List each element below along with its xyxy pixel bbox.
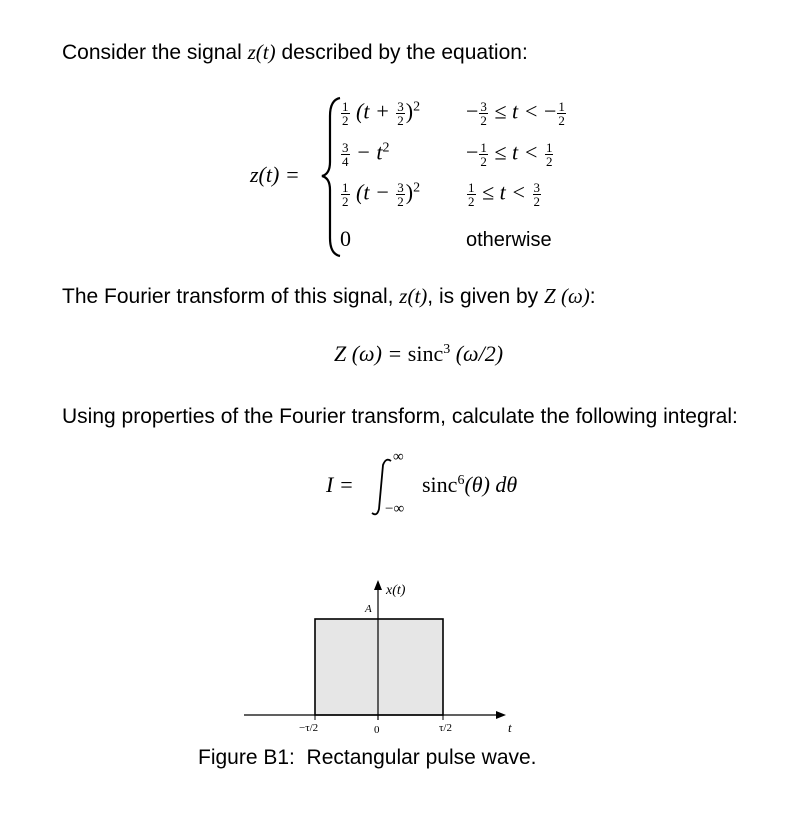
case2-hi-den: 2 bbox=[545, 154, 553, 169]
question-text: Using properties of the Fourier transform, calculate the following integral: bbox=[62, 405, 738, 428]
tick-right-label: τ/2 bbox=[439, 722, 452, 734]
case2-lo-sign: − bbox=[466, 139, 479, 165]
case3-power: 2 bbox=[413, 180, 421, 196]
ft-func: Z (ω) bbox=[544, 284, 590, 308]
case2-mid: ≤ t < bbox=[494, 139, 539, 165]
eq2-arg: (ω/2) bbox=[455, 341, 504, 366]
integral-lower: −∞ bbox=[385, 501, 405, 517]
case2-lo-den: 2 bbox=[480, 154, 487, 169]
case1-coef-den: 2 bbox=[342, 113, 349, 128]
eq2-fn: sinc bbox=[407, 341, 444, 366]
case3-frac-num: 3 bbox=[397, 180, 404, 195]
case1-frac-den: 2 bbox=[397, 113, 404, 128]
case1-expr-suffix: ) bbox=[405, 98, 414, 124]
case1-lo-sign: − bbox=[466, 98, 479, 124]
eq2-power: 3 bbox=[443, 342, 451, 357]
eq3-power: 6 bbox=[457, 473, 465, 488]
ft-middle: , is given by bbox=[427, 285, 545, 308]
case2-rest: − t bbox=[356, 139, 383, 165]
tick-zero-label: 0 bbox=[374, 724, 380, 736]
case3-expr-prefix: (t − bbox=[356, 179, 390, 205]
case3-lo-num: 1 bbox=[468, 180, 475, 195]
case3-lo-den: 2 bbox=[468, 194, 475, 209]
case1-frac-num: 3 bbox=[397, 99, 404, 114]
case1-expr-prefix: (t + bbox=[356, 98, 390, 124]
intro-var: z(t) bbox=[247, 40, 276, 64]
tick-left-label: −τ/2 bbox=[299, 722, 319, 734]
piecewise-lhs: z(t) = bbox=[250, 162, 300, 187]
case2-power: 2 bbox=[382, 140, 390, 156]
case2-lo-num: 1 bbox=[480, 140, 487, 155]
case3-expr-suffix: ) bbox=[405, 179, 414, 205]
eq3-fn: sinc bbox=[422, 472, 458, 497]
case3-mid: ≤ t < bbox=[482, 179, 527, 205]
case1-hi-den: 2 bbox=[558, 113, 565, 128]
case3-hi-den: 2 bbox=[533, 194, 541, 209]
case1-mid: ≤ t < bbox=[494, 98, 539, 124]
integral-lhs: I = bbox=[326, 472, 354, 497]
case2-coef-num: 3 bbox=[342, 140, 349, 155]
case1-coef-num: 1 bbox=[342, 99, 349, 114]
ft-before: The Fourier transform of this signal, bbox=[62, 285, 400, 308]
eq3-arg: (θ) dθ bbox=[464, 472, 518, 497]
pulse-rectangle bbox=[315, 619, 443, 715]
case1-hi-num: 1 bbox=[558, 99, 565, 114]
ft-var: z(t) bbox=[399, 284, 428, 308]
case1-lo-num: 3 bbox=[480, 99, 487, 114]
figure-caption: Figure B1: Rectangular pulse wave. bbox=[198, 746, 537, 769]
case3-frac-den: 2 bbox=[397, 194, 404, 209]
intro-before: Consider the signal bbox=[62, 41, 248, 64]
ft-after: : bbox=[589, 285, 596, 308]
x-axis-label: t bbox=[508, 720, 512, 735]
intro-after: described by the equation: bbox=[275, 41, 528, 64]
case1-power: 2 bbox=[413, 99, 421, 115]
case4-otherwise: otherwise bbox=[466, 229, 552, 251]
case3-coef-num: 1 bbox=[342, 180, 349, 195]
amplitude-label: A bbox=[365, 603, 372, 615]
case4-value: 0 bbox=[340, 226, 351, 251]
case3-hi-num: 3 bbox=[533, 180, 541, 195]
case2-hi-num: 1 bbox=[545, 140, 553, 155]
case1-lo-den: 2 bbox=[480, 113, 487, 128]
integral-upper: ∞ bbox=[393, 449, 404, 465]
y-axis-arrow-icon bbox=[374, 580, 382, 590]
case2-coef-den: 4 bbox=[342, 154, 349, 169]
case3-coef-den: 2 bbox=[342, 194, 349, 209]
eq2-lhs: Z (ω) = bbox=[334, 341, 403, 366]
y-axis-label: x(t) bbox=[386, 583, 406, 598]
x-axis-arrow-icon bbox=[496, 711, 506, 719]
case1-hi-sign: − bbox=[543, 98, 557, 124]
